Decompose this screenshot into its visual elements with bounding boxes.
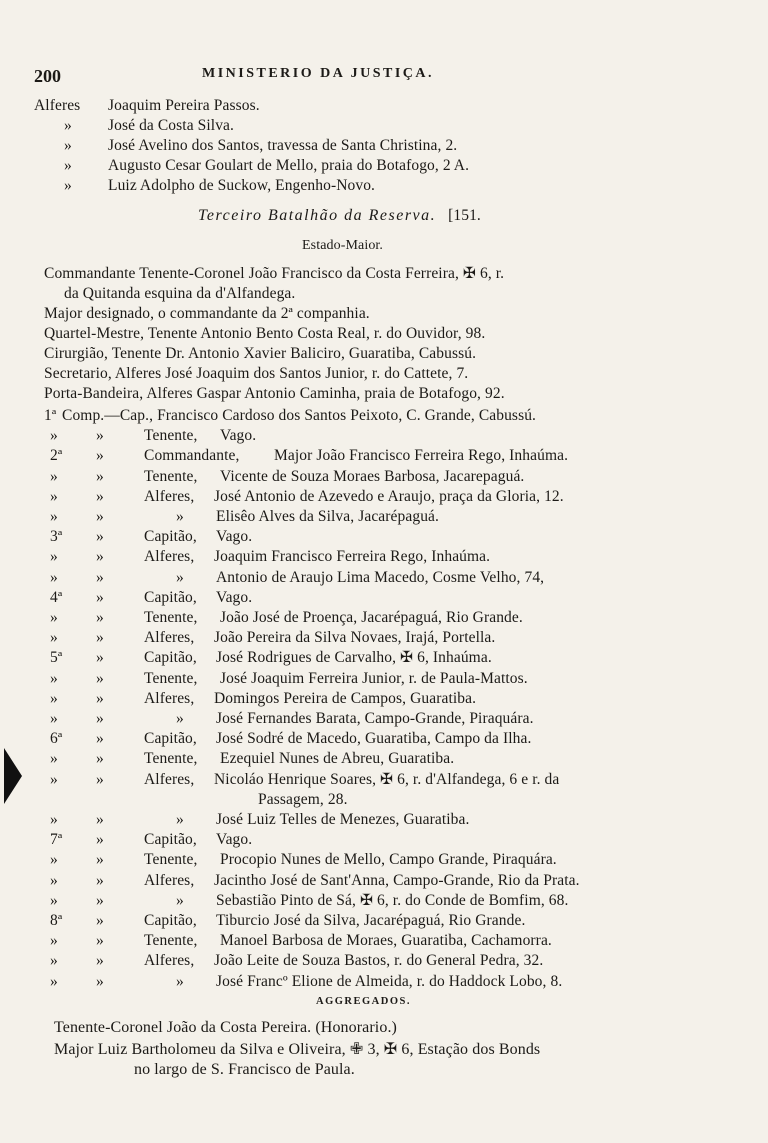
- ditto-mark: »: [50, 690, 58, 707]
- ditto-mark: »: [96, 872, 104, 889]
- ditto-mark: »: [96, 528, 104, 545]
- entry-text: José Sodré de Macedo, Guaratiba, Campo da Ilha.: [216, 730, 532, 747]
- rank-label: Capitão,: [144, 730, 197, 747]
- ditto-mark: »: [176, 508, 184, 525]
- ditto-mark: »: [50, 427, 58, 444]
- ditto-mark: »: [96, 811, 104, 828]
- aggregado-line: no largo de S. Francisco de Paula.: [134, 1061, 355, 1078]
- ditto-mark: »: [176, 892, 184, 909]
- entry-text: Vago.: [216, 589, 253, 606]
- aggregados-heading: AGGREGADOS.: [316, 996, 411, 1007]
- ditto-mark: »: [96, 629, 104, 646]
- ditto-mark: »: [96, 730, 104, 747]
- staff-line: Cirurgião, Tenente Dr. Antonio Xavier Baliciro, Guaratiba, Cabussú.: [44, 345, 477, 362]
- ditto-mark: »: [96, 892, 104, 909]
- entry-text: Comp.—Cap., Francisco Cardoso dos Santos Peixoto, C. Grande, Cabussú.: [62, 407, 537, 424]
- company-number: 2ª: [50, 447, 63, 464]
- ditto-mark: »: [50, 629, 58, 646]
- rank-label: Capitão,: [144, 589, 197, 606]
- ditto-mark: »: [96, 548, 104, 565]
- ditto-mark: »: [96, 649, 104, 666]
- battalion-heading: [198, 206, 481, 225]
- ditto-mark: »: [96, 468, 104, 485]
- entry-text: Manoel Barbosa de Moraes, Guaratiba, Cachamorra.: [220, 932, 552, 949]
- rank-label: Alferes,: [144, 771, 195, 788]
- company-number: 6ª: [50, 730, 63, 747]
- ditto-mark: »: [50, 851, 58, 868]
- entry-text: José Joaquim Ferreira Junior, r. de Paula-Mattos.: [220, 670, 528, 687]
- rank-label: Capitão,: [144, 649, 197, 666]
- ditto-mark: »: [96, 609, 104, 626]
- entry-text: Passagem, 28.: [258, 791, 348, 808]
- entry-text: José Avelino dos Santos, travessa de Santa Christina, 2.: [108, 137, 458, 154]
- battalion-title: Terceiro Batalhão da Reserva.: [198, 207, 437, 224]
- ditto-mark: »: [96, 690, 104, 707]
- ditto-mark: »: [50, 670, 58, 687]
- entry-text: Augusto Cesar Goulart de Mello, praia do Botafogo, 2 A.: [108, 157, 470, 174]
- ditto-mark: »: [50, 750, 58, 767]
- rank-label: Capitão,: [144, 912, 197, 929]
- rank-label: Tenente,: [144, 609, 198, 626]
- entry-text: José Antonio de Azevedo e Araujo, praça da Gloria, 12.: [214, 488, 564, 505]
- entry-text: João Leite de Souza Bastos, r. do General Pedra, 32.: [214, 952, 544, 969]
- entry-text: José Fernandes Barata, Campo-Grande, Piraquára.: [216, 710, 534, 727]
- ditto-mark: »: [96, 831, 104, 848]
- company-number: 7ª: [50, 831, 63, 848]
- ditto-mark: »: [96, 912, 104, 929]
- entry-text: Nicoláo Henrique Soares, ✠ 6, r. d'Alfandega, 6 e r. da: [214, 771, 560, 788]
- entry-text: Vago.: [216, 528, 253, 545]
- rank-label: Capitão,: [144, 831, 197, 848]
- entry-text: Vago.: [220, 427, 257, 444]
- ditto-mark: »: [96, 589, 104, 606]
- ditto-mark: »: [96, 427, 104, 444]
- company-number: 1ª: [44, 407, 57, 424]
- aggregado-line: Tenente-Coronel João da Costa Pereira. (Honorario.): [54, 1019, 397, 1036]
- ditto-mark: »: [50, 488, 58, 505]
- entry-text: Procopio Nunes de Mello, Campo Grande, Piraquára.: [220, 851, 557, 868]
- ditto-mark: »: [50, 548, 58, 565]
- entry-text: José Luiz Telles de Menezes, Guaratiba.: [216, 811, 470, 828]
- ditto-mark: »: [96, 932, 104, 949]
- page-header-title: MINISTERIO DA JUSTIÇA.: [202, 66, 434, 81]
- entry-text: Joaquim Francisco Ferreira Rego, Inhaúma.: [214, 548, 491, 565]
- staff-line: Porta-Bandeira, Alferes Gaspar Antonio Caminha, praia de Botafogo, 92.: [44, 385, 505, 402]
- entry-text: João Pereira da Silva Novaes, Irajá, Portella.: [214, 629, 496, 646]
- ditto-mark: »: [50, 508, 58, 525]
- ditto-mark: »: [96, 508, 104, 525]
- rank-label: Alferes,: [144, 952, 195, 969]
- ditto-mark: »: [96, 710, 104, 727]
- entry-text: Domingos Pereira de Campos, Guaratiba.: [214, 690, 477, 707]
- ditto-mark: »: [50, 771, 58, 788]
- entry-text: Vicente de Souza Moraes Barbosa, Jacarepaguá.: [220, 468, 525, 485]
- ditto-mark: »: [96, 771, 104, 788]
- rank-label: Tenente,: [144, 427, 198, 444]
- entry-text: José Rodrigues de Carvalho, ✠ 6, Inhaúma.: [216, 649, 492, 666]
- ditto-mark: »: [50, 468, 58, 485]
- rank-label: Alferes,: [144, 548, 195, 565]
- ditto-mark: »: [64, 117, 72, 134]
- staff-line: Major designado, o commandante da 2ª companhia.: [44, 305, 370, 322]
- entry-text: Major João Francisco Ferreira Rego, Inhaúma.: [274, 447, 569, 464]
- company-number: 8ª: [50, 912, 63, 929]
- ditto-mark: »: [64, 157, 72, 174]
- staff-line: Quartel-Mestre, Tenente Antonio Bento Costa Real, r. do Ouvidor, 98.: [44, 325, 486, 342]
- staff-line: Secretario, Alferes José Joaquim dos Santos Junior, r. do Cattete, 7.: [44, 365, 469, 382]
- company-number: 4ª: [50, 589, 63, 606]
- ditto-mark: »: [50, 569, 58, 586]
- ditto-mark: »: [50, 892, 58, 909]
- rank-label: Alferes,: [144, 690, 195, 707]
- ditto-mark: »: [96, 851, 104, 868]
- staff-line: Commandante Tenente-Coronel João Francisco da Costa Ferreira, ✠ 6, r.: [44, 265, 505, 282]
- ditto-mark: »: [96, 750, 104, 767]
- ditto-mark: »: [176, 811, 184, 828]
- entry-text: José da Costa Silva.: [108, 117, 234, 134]
- entry-text: Antonio de Araujo Lima Macedo, Cosme Velho, 74,: [216, 569, 545, 586]
- ditto-mark: »: [64, 177, 72, 194]
- ditto-mark: »: [50, 932, 58, 949]
- rank-label: Tenente,: [144, 851, 198, 868]
- rank-label: Alferes,: [144, 629, 195, 646]
- company-number: 3ª: [50, 528, 63, 545]
- ditto-mark: »: [96, 670, 104, 687]
- ditto-mark: »: [50, 811, 58, 828]
- ditto-mark: »: [96, 569, 104, 586]
- entry-text: Elisêo Alves da Silva, Jacarépaguá.: [216, 508, 440, 525]
- entry-text: Joaquim Pereira Passos.: [108, 97, 260, 114]
- staff-line: da Quitanda esquina da d'Alfandega.: [64, 285, 296, 302]
- ditto-mark: »: [64, 137, 72, 154]
- rank-label: Alferes,: [144, 872, 195, 889]
- ditto-mark: »: [50, 710, 58, 727]
- ditto-mark: »: [96, 952, 104, 969]
- rank-label: Alferes,: [144, 488, 195, 505]
- ditto-mark: »: [96, 973, 104, 990]
- aggregado-line: Major Luiz Bartholomeu da Silva e Oliveira, ✙ 3, ✠ 6, Estação dos Bonds: [54, 1041, 541, 1058]
- battalion-number: [151.: [448, 207, 481, 224]
- entry-text: José Francº Elione de Almeida, r. do Haddock Lobo, 8.: [216, 973, 563, 990]
- rank-label: Tenente,: [144, 670, 198, 687]
- ditto-mark: »: [176, 973, 184, 990]
- rank-label: Capitão,: [144, 528, 197, 545]
- rank-label: Alferes: [34, 97, 81, 114]
- ditto-mark: »: [96, 488, 104, 505]
- ditto-mark: »: [96, 447, 104, 464]
- entry-text: Sebastião Pinto de Sá, ✠ 6, r. do Conde de Bomfim, 68.: [216, 892, 569, 909]
- page-number: 200: [34, 66, 61, 86]
- estado-maior-heading: Estado-Maior.: [302, 238, 384, 253]
- entry-text: Vago.: [216, 831, 253, 848]
- ditto-mark: »: [50, 952, 58, 969]
- ditto-mark: »: [50, 973, 58, 990]
- entry-text: Jacintho José de Sant'Anna, Campo-Grande, Rio da Prata.: [214, 872, 580, 889]
- ditto-mark: »: [50, 609, 58, 626]
- entry-text: Ezequiel Nunes de Abreu, Guaratiba.: [220, 750, 455, 767]
- entry-text: Tiburcio José da Silva, Jacarépaguá, Rio Grande.: [216, 912, 526, 929]
- entry-text: João José de Proença, Jacarépaguá, Rio Grande.: [220, 609, 523, 626]
- ditto-mark: »: [50, 872, 58, 889]
- ditto-mark: »: [176, 569, 184, 586]
- margin-binding-mark: [4, 748, 22, 804]
- company-number: 5ª: [50, 649, 63, 666]
- rank-label: Commandante,: [144, 447, 240, 464]
- entry-text: Luiz Adolpho de Suckow, Engenho-Novo.: [108, 177, 376, 194]
- ditto-mark: »: [176, 710, 184, 727]
- rank-label: Tenente,: [144, 932, 198, 949]
- rank-label: Tenente,: [144, 750, 198, 767]
- rank-label: Tenente,: [144, 468, 198, 485]
